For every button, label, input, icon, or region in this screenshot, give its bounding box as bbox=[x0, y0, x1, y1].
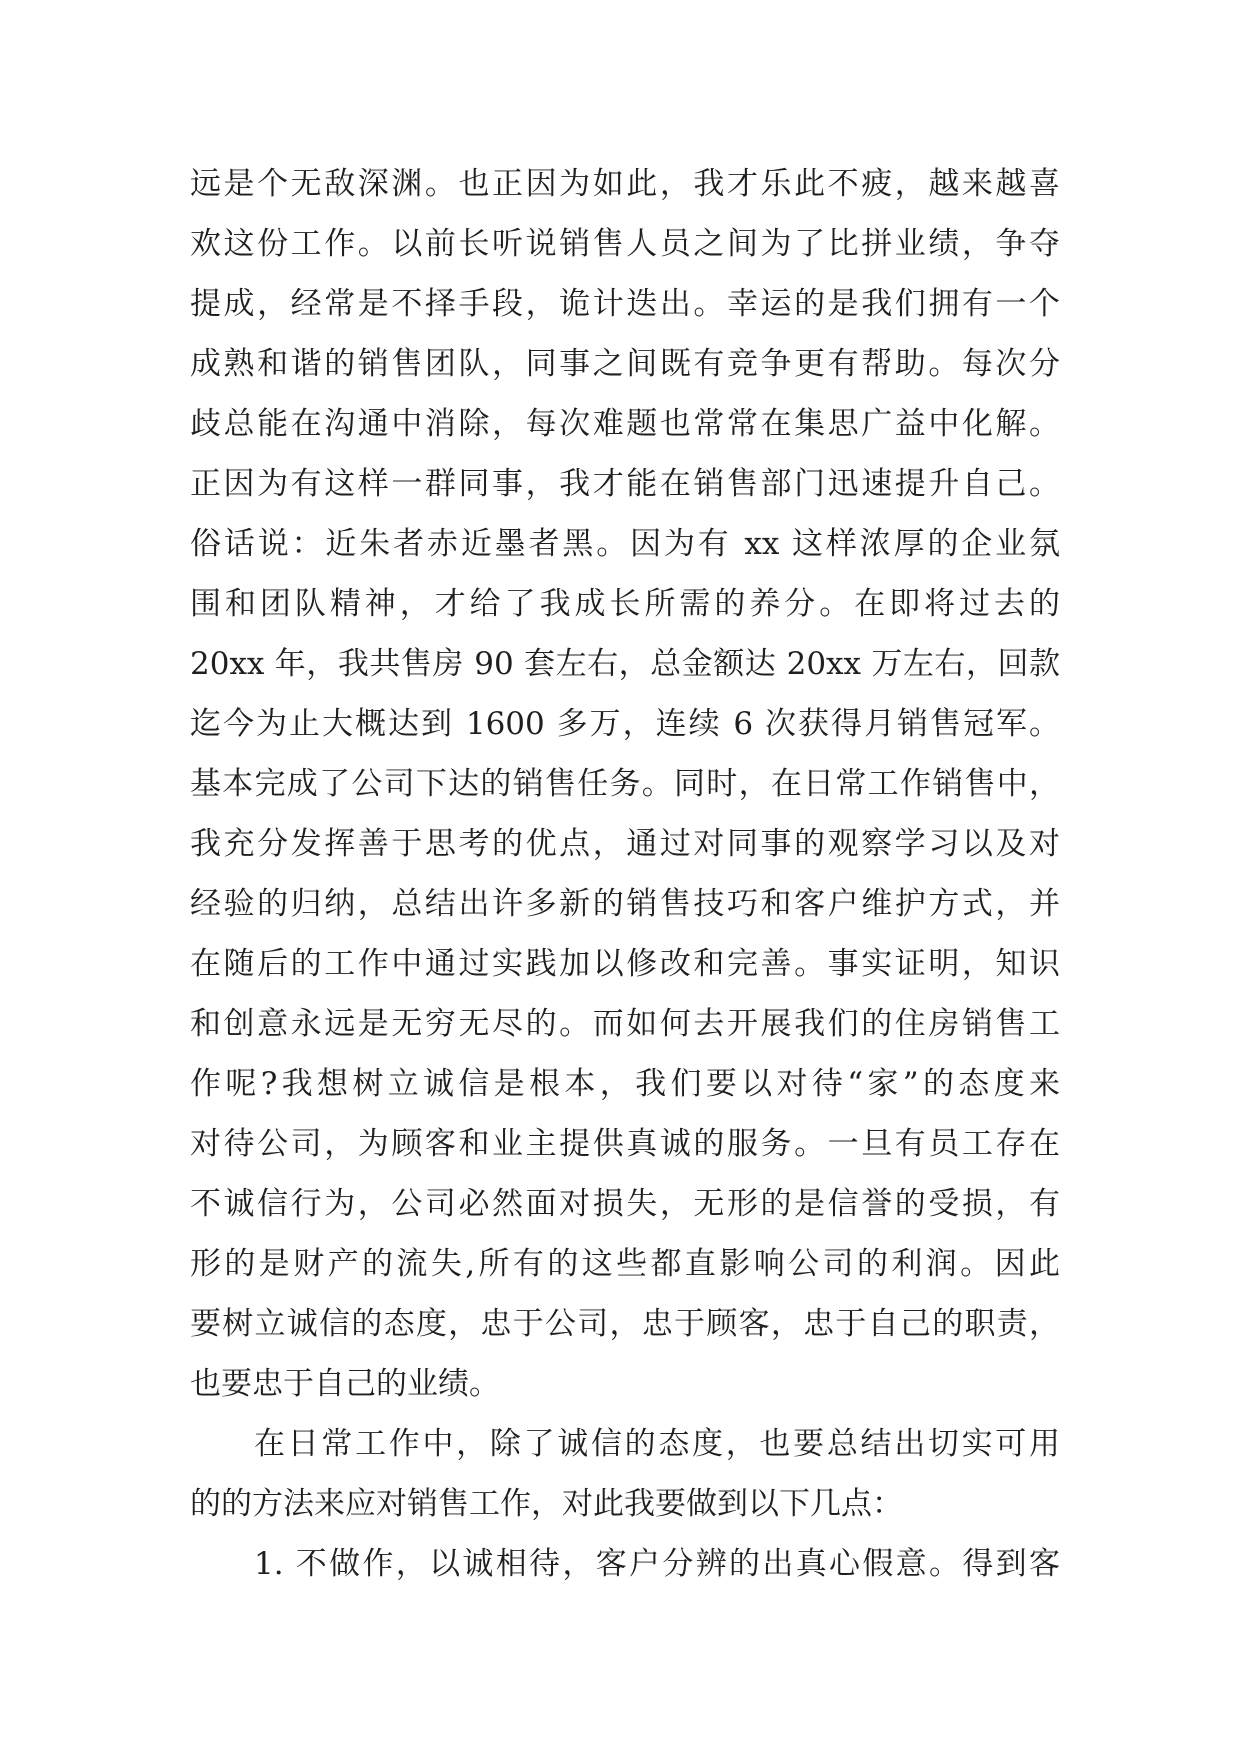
list-item-1 bbox=[190, 1534, 1060, 1594]
text-line: 经验的归纳，总结出许多新的销售技巧和客户维护方式，并 bbox=[190, 886, 1060, 922]
text-line: 歧总能在沟通中消除，每次难题也常常在集思广益中化解。 bbox=[190, 406, 1060, 442]
text-line: 成熟和谐的销售团队，同事之间既有竞争更有帮助。每次分 bbox=[190, 346, 1060, 382]
text-line: 正因为有这样一群同事，我才能在销售部门迅速提升自己。 bbox=[190, 466, 1060, 502]
text-line: 迄今为止大概达到 1600 多万，连续 6 次获得月销售冠军。 bbox=[190, 706, 1060, 742]
text-line: 作呢?我想树立诚信是根本，我们要以对待“家”的态度来 bbox=[190, 1066, 1060, 1102]
text-line: 我充分发挥善于思考的优点，通过对同事的观察学习以及对 bbox=[190, 826, 1060, 862]
text-line: 也要忠于自己的业绩。 bbox=[190, 1366, 500, 1402]
text-line: 远是个无敌深渊。也正因为如此，我才乐此不疲，越来越喜 bbox=[190, 166, 1060, 202]
text-line: 提成，经常是不择手段，诡计迭出。幸运的是我们拥有一个 bbox=[190, 286, 1060, 322]
text-line: 基本完成了公司下达的销售任务。同时，在日常工作销售中， bbox=[190, 766, 1060, 802]
text-line: 俗话说：近朱者赤近墨者黑。因为有 xx 这样浓厚的企业氛 bbox=[190, 526, 1060, 562]
text-line: 要树立诚信的态度，忠于公司，忠于顾客，忠于自己的职责， bbox=[190, 1306, 1060, 1342]
text-line: 围和团队精神，才给了我成长所需的养分。在即将过去的 bbox=[190, 586, 1060, 622]
text-line: 在日常工作中，除了诚信的态度，也要总结出切实可用 bbox=[254, 1426, 1060, 1462]
text-line: 20xx 年，我共售房 90 套左右，总金额达 20xx 万左右，回款 bbox=[190, 646, 1060, 682]
text-line: 欢这份工作。以前长听说销售人员之间为了比拼业绩，争夺 bbox=[190, 226, 1060, 262]
body-text bbox=[190, 154, 1060, 1594]
text-line: 对待公司，为顾客和业主提供真诚的服务。一旦有员工存在 bbox=[190, 1126, 1060, 1162]
paragraph-1 bbox=[190, 154, 1060, 1414]
text-line: 的的方法来应对销售工作，对此我要做到以下几点： bbox=[190, 1486, 903, 1522]
text-line: 在随后的工作中通过实践加以修改和完善。事实证明，知识 bbox=[190, 946, 1060, 982]
text-line: 不诚信行为，公司必然面对损失，无形的是信誉的受损，有 bbox=[190, 1186, 1060, 1222]
paragraph-2 bbox=[190, 1414, 1060, 1534]
text-line: 1. 不做作，以诚相待，客户分辨的出真心假意。得到客 bbox=[254, 1546, 1060, 1582]
text-line: 形的是财产的流失,所有的这些都直影响公司的利润。因此 bbox=[190, 1246, 1060, 1282]
text-line: 和创意永远是无穷无尽的。而如何去开展我们的住房销售工 bbox=[190, 1006, 1060, 1042]
